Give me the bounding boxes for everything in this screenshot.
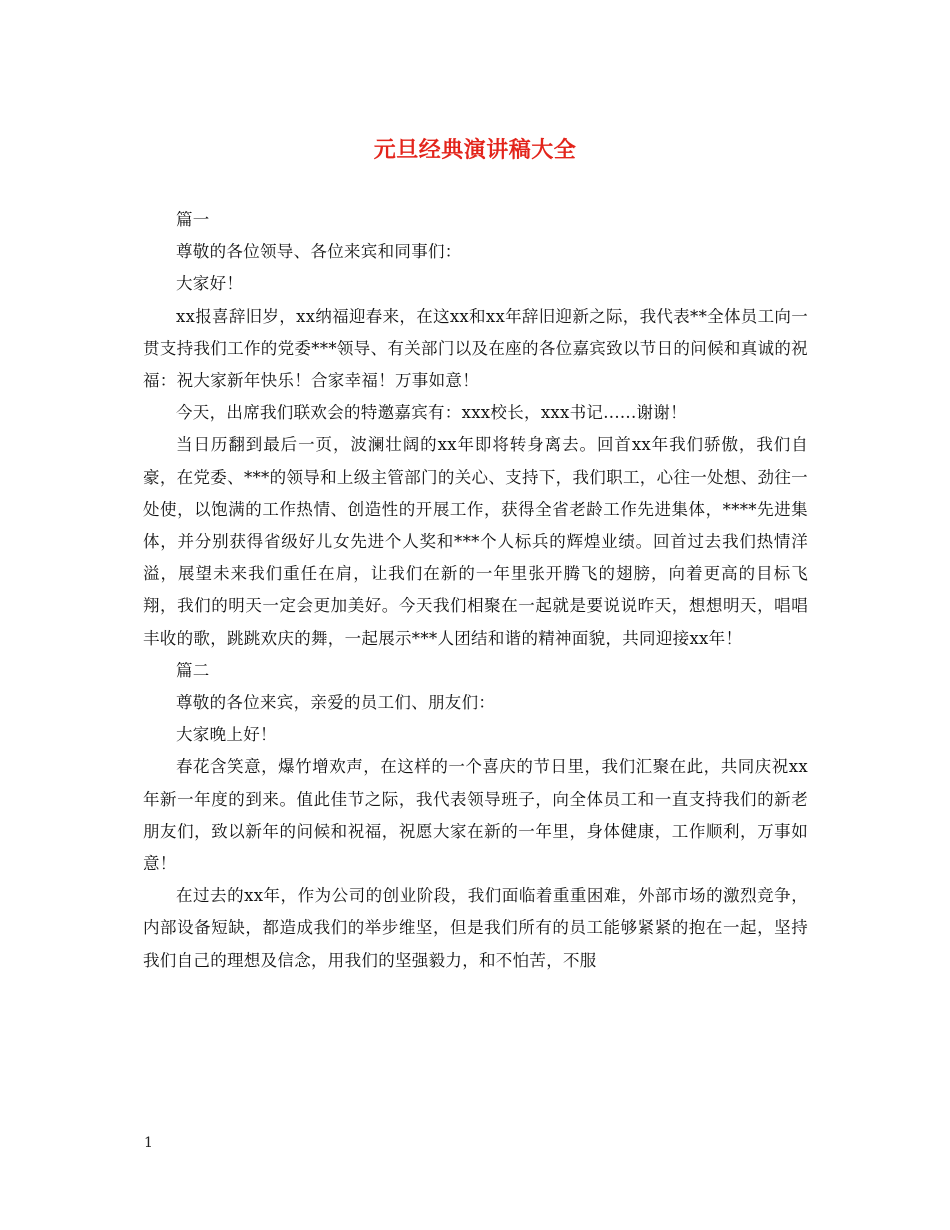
document-body xyxy=(143,204,808,977)
paragraph: 春花含笑意，爆竹增欢声，在这样的一个喜庆的节日里，我们汇聚在此，共同庆祝xx年新一年度的到来。值此佳节之际，我代表领导班子，向全体员工和一直支持我们的新老朋友们，致以新年的问候和祝福，祝愿大家在新的一年里，身体健康，工作顺利，万事如意！ xyxy=(143,757,808,874)
paragraph: 当日历翻到最后一页，波澜壮阔的xx年即将转身离去。回首xx年我们骄傲，我们自豪，在党委、***的领导和上级主管部门的关心、支持下，我们职工，心往一处想、劲往一处使，以饱满的工作热情、创造性的开展工作，获得全省老龄工作先进集体，****先进集体，并分别获得省级好儿女先进个人奖和***个人标兵的辉煌业绩。回首过去我们热情洋溢，展望未来我们重任在肩，让我们在新的一年里张开腾飞的翅膀，向着更高的目标飞翔，我们的明天一定会更加美好。今天我们相聚在一起就是要说说昨天，想想明天，唱唱丰收的歌，跳跳欢庆的舞，一起展示***人团结和谐的精神面貌，共同迎接xx年！ xyxy=(143,435,808,648)
section-heading-2: 篇二 xyxy=(176,660,210,680)
greeting-2: 大家晚上好！ xyxy=(176,725,277,745)
paragraph: xx报喜辞旧岁，xx纳福迎春来，在这xx和xx年辞旧迎新之际，我代表**全体员工向一贯支持我们工作的党委***领导、有关部门以及在座的各位嘉宾致以节日的问候和真诚的祝福：祝大家新年快乐！合家幸福！万事如意！ xyxy=(143,306,808,391)
greeting-1: 大家好！ xyxy=(176,274,244,294)
document-title: 元旦经典演讲稿大全 xyxy=(373,137,577,163)
salutation-2: 尊敬的各位来宾，亲爱的员工们、朋友们： xyxy=(176,693,496,713)
page-number: 1 xyxy=(144,1135,153,1151)
salutation-1: 尊敬的各位领导、各位来宾和同事们： xyxy=(176,242,462,262)
paragraph: 在过去的xx年，作为公司的创业阶段，我们面临着重重困难，外部市场的激烈竞争，内部设备短缺，都造成我们的举步维坚，但是我们所有的员工能够紧紧的抱在一起，坚持我们自己的理想及信念，用我们的坚强毅力，和不怕苦，不服 xyxy=(143,886,808,970)
section-heading-1: 篇一 xyxy=(176,210,210,229)
paragraph: 今天，出席我们联欢会的特邀嘉宾有：xxx校长，xxx书记......谢谢！ xyxy=(176,403,687,423)
